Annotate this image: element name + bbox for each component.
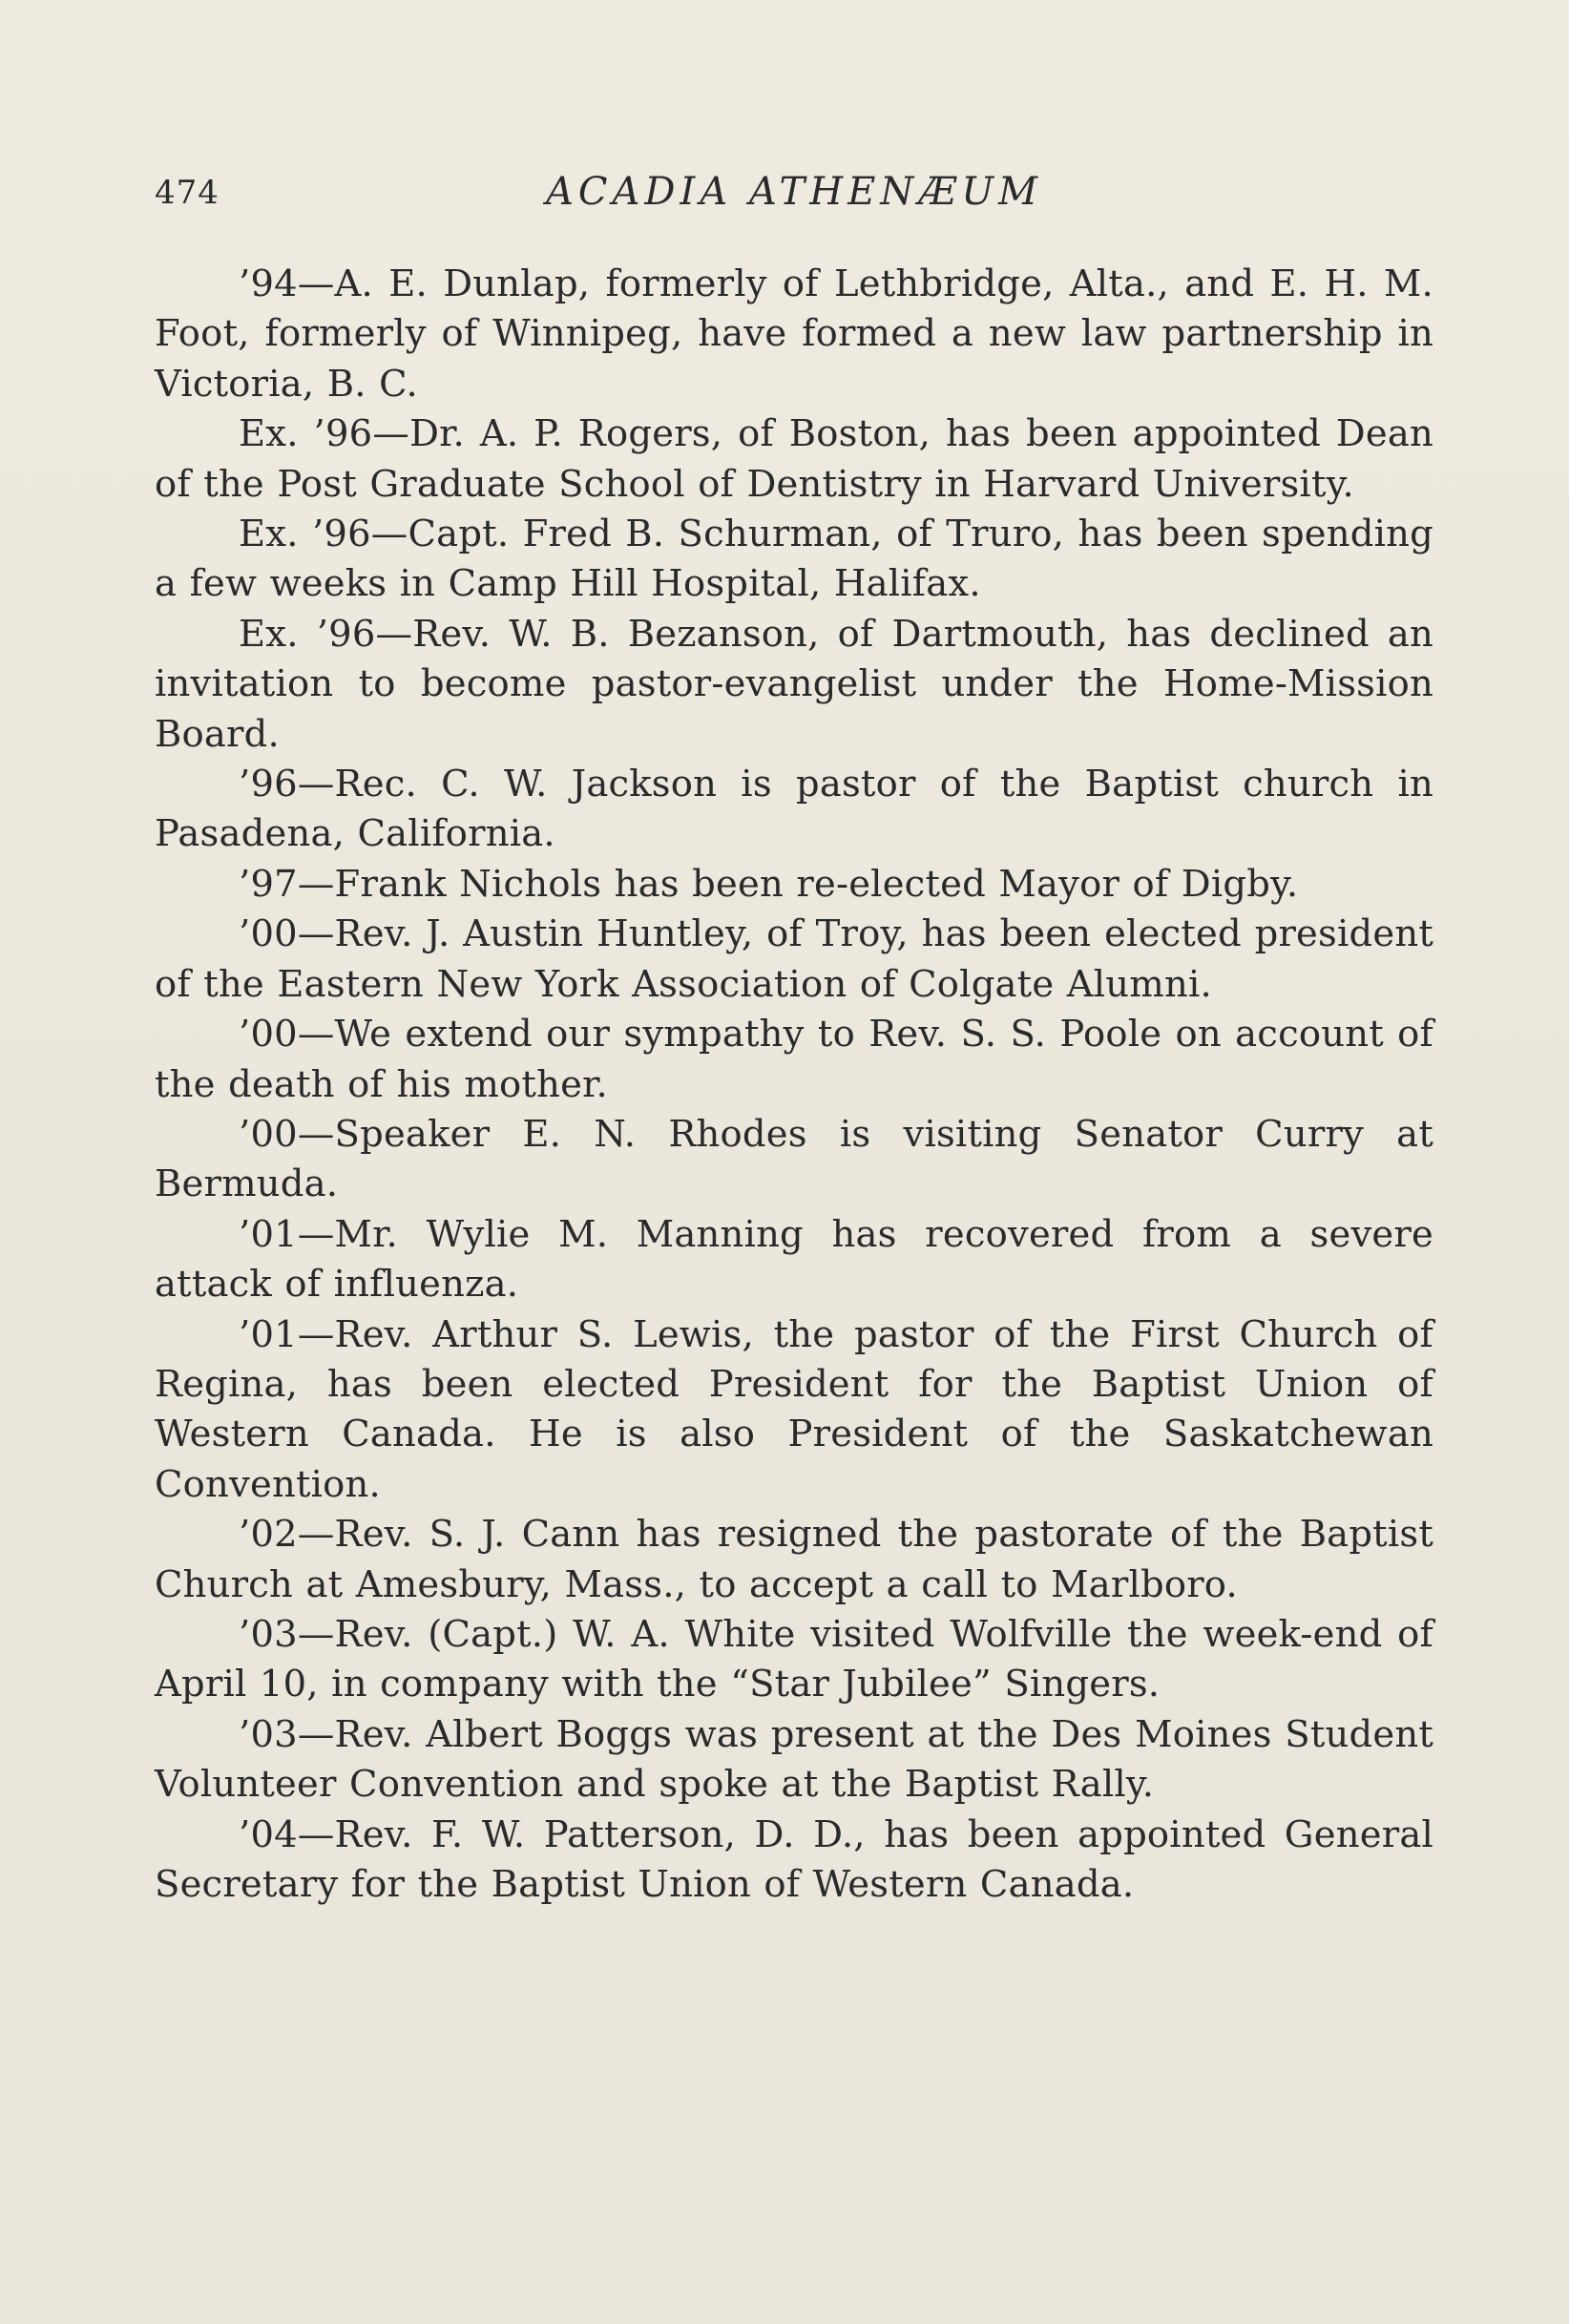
alumni-note: ’03—Rev. Albert Boggs was present at the Des Moines Student Volunteer Convention and spoke at the Baptist Rally. [155, 1712, 1433, 1807]
alumni-note: ’03—Rev. (Capt.) W. A. White visited Wolfville the week-end of April 10, in company with the “Star Jubilee” Singers. [155, 1612, 1433, 1706]
alumni-note: ’00—Rev. J. Austin Huntley, of Troy, has been elected president of the Eastern New York Association of Colgate Alumni. [155, 912, 1433, 1006]
alumni-note: ’96—Rec. C. W. Jackson is pastor of the Baptist church in Pasadena, California. [155, 763, 1433, 856]
alumni-note: ’97—Frank Nichols has been re-elected Mayor of Digby. [239, 862, 1299, 906]
alumni-note: ’01—Rev. Arthur S. Lewis, the pastor of the First Church of Regina, has been elected President for the Baptist Union of Western Canada. He is also President of the Saskatchewan Convention. [155, 1312, 1433, 1506]
alumni-note: ’04—Rev. F. W. Patterson, D. D., has been appointed General Secretary for the Baptist Union of Western Canada. [155, 1812, 1433, 1906]
alumni-note: ’00—Speaker E. N. Rhodes is visiting Senator Curry at Bermuda. [155, 1112, 1433, 1206]
page-header [155, 164, 1433, 225]
alumni-note: Ex. ’96—Dr. A. P. Rogers, of Boston, has been appointed Dean of the Post Graduate School of Dentistry in Harvard University. [155, 412, 1433, 506]
alumni-note: ’01—Mr. Wylie M. Manning has recovered from a severe attack of influenza. [155, 1212, 1433, 1307]
alumni-note: ’02—Rev. S. J. Cann has resigned the pastorate of the Baptist Church at Amesbury, Mass., to accept a call to Marlboro. [155, 1513, 1433, 1606]
alumni-note: ’00—We extend our sympathy to Rev. S. S. Poole on account of the death of his mother. [155, 1013, 1433, 1106]
alumni-notes [155, 260, 1433, 1910]
alumni-note: ’94—A. E. Dunlap, formerly of Lethbridge, Alta., and E. H. M. Foot, formerly of Winnipeg, have formed a new law partnership in Victoria, B. C. [155, 262, 1433, 406]
alumni-note: Ex. ’96—Capt. Fred B. Schurman, of Truro, has been spending a few weeks in Camp Hill Hospital, Halifax. [155, 513, 1433, 606]
running-title: ACADIA ATHENÆUM [545, 170, 1043, 214]
page-number: 474 [155, 174, 220, 212]
alumni-note: Ex. ’96—Rev. W. B. Bezanson, of Dartmouth, has declined an invitation to become pastor-evangelist under the Home-Mission Board. [155, 612, 1433, 756]
